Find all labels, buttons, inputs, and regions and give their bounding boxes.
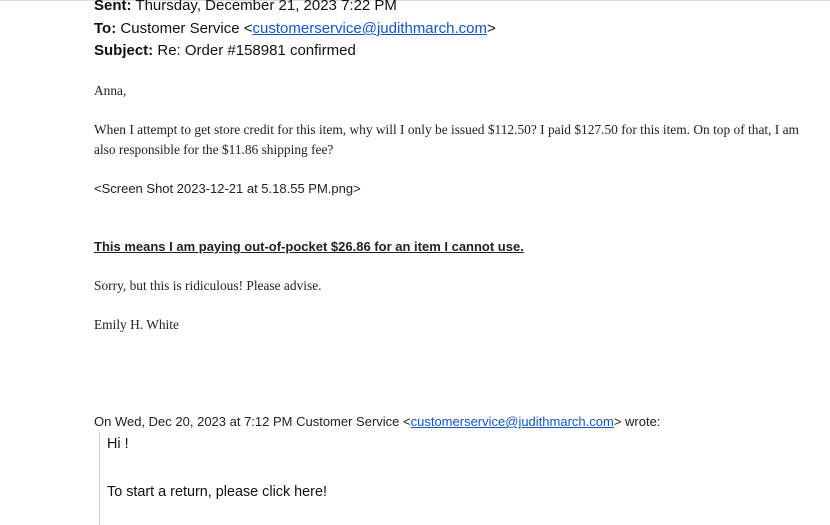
attachment-placeholder[interactable]: <Screen Shot 2023-12-21 at 5.18.55 PM.png> xyxy=(94,181,361,196)
sent-value: Thursday, December 21, 2023 7:22 PM xyxy=(135,0,397,14)
quote-bar xyxy=(99,432,100,525)
subject-value: Re: Order #158981 confirmed xyxy=(157,42,356,59)
to-suffix: > xyxy=(487,20,496,37)
sent-row xyxy=(94,0,397,17)
to-name: Customer Service < xyxy=(120,20,253,37)
to-email-link[interactable]: customerservice@judithmarch.com xyxy=(252,20,487,37)
closing-line: Sorry, but this is ridiculous! Please advise. xyxy=(94,278,322,293)
quote-email-link[interactable]: customerservice@judithmarch.com xyxy=(410,414,614,429)
sent-label: Sent: xyxy=(94,0,132,14)
to-row xyxy=(94,18,496,40)
emphasis-line: This means I am paying out-of-pocket $26.86 for an item I cannot use. xyxy=(94,239,524,254)
quote-intro-suffix: > wrote: xyxy=(613,414,661,429)
subject-row xyxy=(94,40,356,62)
body-paragraph: When I attempt to get store credit for this item, why will I only be issued $112.50? I paid $127.50 for this item. On top of that, I am also responsible for the $11.86 shipping fee? xyxy=(94,122,799,157)
signature: Emily H. White xyxy=(94,317,179,332)
quote-header xyxy=(94,413,660,431)
quote-intro-prefix: On Wed, Dec 20, 2023 at 7:12 PM Customer Service < xyxy=(94,414,411,429)
quoted-greeting: Hi ! xyxy=(107,436,129,452)
subject-label: Subject: xyxy=(94,42,154,59)
greeting: Anna, xyxy=(94,83,127,98)
to-label: To: xyxy=(94,20,117,37)
quoted-return-text: To start a return, please click here! xyxy=(107,484,327,500)
